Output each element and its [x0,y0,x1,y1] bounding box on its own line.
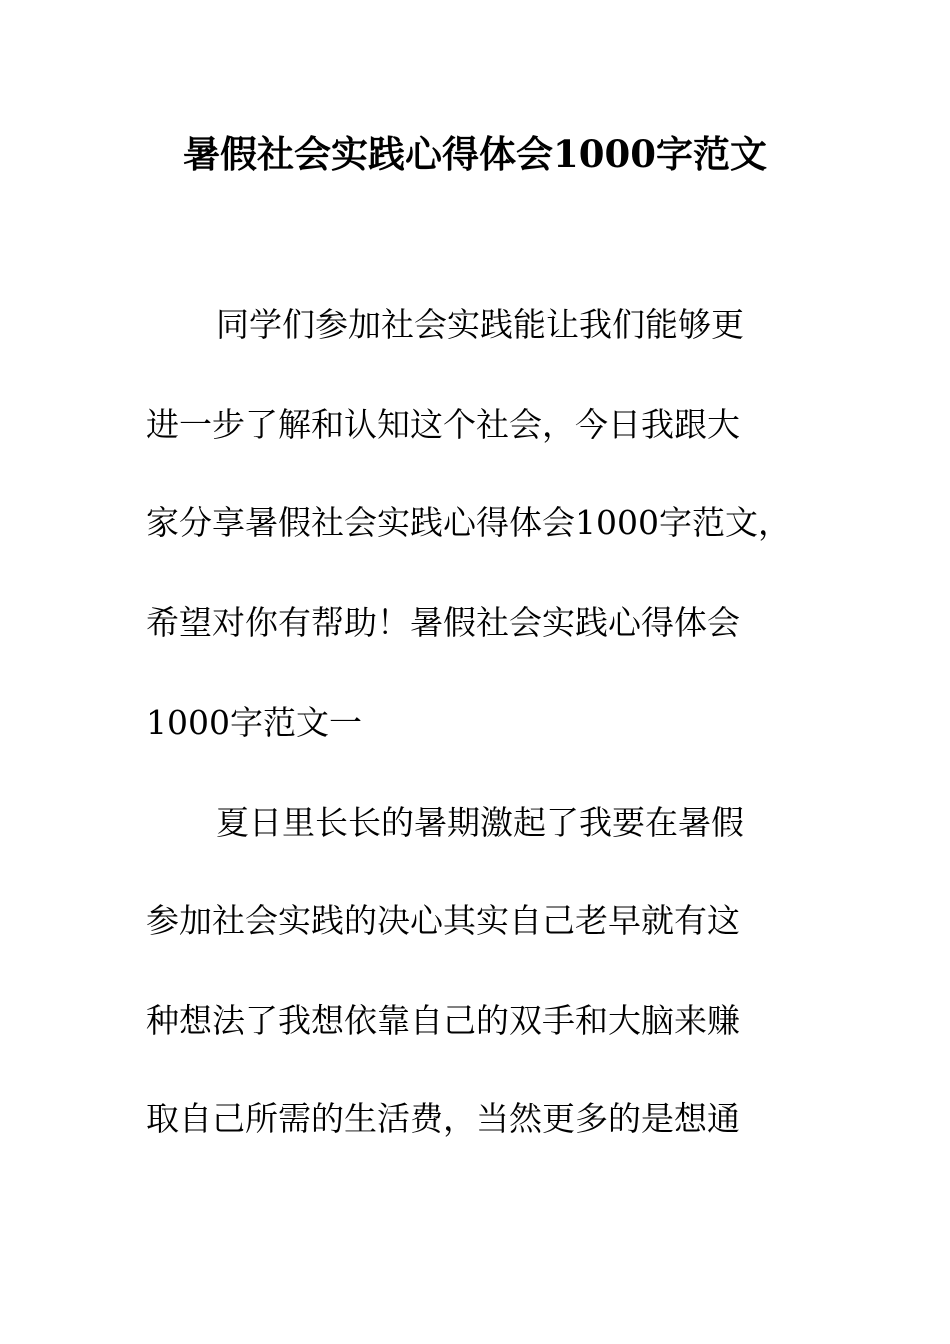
paragraph-line: 进一步了解和认知这个社会，今日我跟大 [146,405,740,444]
paragraph-line: 种想法了我想依靠自己的双手和大脑来赚 [146,1001,740,1040]
paragraph-line: 希望对你有帮助！暑假社会实践心得体会 [146,603,740,642]
paragraph-line: 参加社会实践的决心其实自己老早就有这 [146,901,740,940]
document-title: 暑假社会实践心得体会1000字范文 [183,132,767,176]
paragraph-line: 取自己所需的生活费，当然更多的是想通 [146,1099,740,1138]
paragraph-line: 夏日里长长的暑期激起了我要在暑假 [216,803,744,842]
paragraph-line: 家分享暑假社会实践心得体会1000字范文， [146,503,791,542]
paragraph-line: 1000字范文一 [146,703,362,742]
paragraph-line: 同学们参加社会实践能让我们能够更 [216,305,744,344]
